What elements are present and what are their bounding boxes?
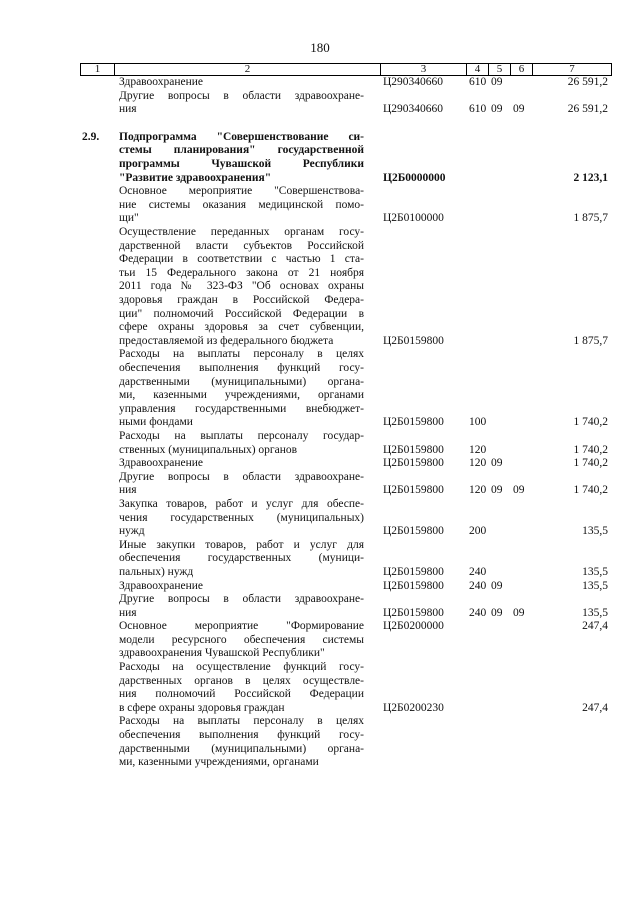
description-line: Осуществление переданных органам госу- [119, 225, 364, 238]
target-article-code: Ц2Б0159800 [383, 457, 444, 470]
target-article-code: Ц2Б0100000 [383, 212, 444, 225]
target-article-code: Ц2Б0159800 [383, 606, 444, 619]
description-line: 2011 года № 323-ФЗ "Об основах охраны [119, 280, 364, 293]
table-row [0, 661, 640, 715]
table-row [0, 90, 640, 117]
section-code: 09 [491, 76, 503, 88]
header-col-2: 2 [115, 64, 381, 75]
table-row [0, 76, 640, 90]
table-row [0, 620, 640, 661]
expense-type: 610 [469, 103, 487, 116]
target-article-code: Ц2Б0159800 [383, 334, 444, 347]
row-description [119, 593, 364, 620]
target-article-code: Ц2Б0159800 [383, 484, 444, 497]
row-description [119, 661, 364, 715]
description-line: щи" [119, 212, 139, 225]
section-code: 09 [491, 457, 503, 470]
target-article-code: Ц290340660 [383, 103, 444, 116]
row-description [119, 457, 364, 471]
description-line: Основное мероприятие "Совершенствова- [119, 185, 364, 198]
row-description [119, 131, 364, 185]
expense-type: 120 [469, 484, 487, 497]
budget-table-body [0, 76, 640, 770]
description-line: Расходы на осуществление функций госу- [119, 661, 364, 674]
row-number: 2.9. [82, 130, 100, 143]
description-line: здоровья граждан в Российской Федера- [119, 293, 364, 306]
amount: 247,4 [582, 701, 608, 714]
description-line: здравоохранения Чувашской Республики" [119, 647, 325, 660]
table-row [0, 226, 640, 348]
table-row [0, 457, 640, 471]
description-line: ми, казенными учреждениями, органами [119, 389, 364, 402]
description-line: дарственными (муниципальными) органа- [119, 375, 364, 388]
description-line: Здравоохранение [119, 76, 204, 88]
description-line: обеспечения выполнения функций госу- [119, 729, 364, 742]
description-line: Основное мероприятие "Формирование [119, 620, 364, 633]
section-code: 09 [491, 484, 503, 497]
row-description [119, 185, 364, 226]
row-description [119, 226, 364, 348]
row-description [119, 580, 364, 594]
description-line: Иные закупки товаров, работ и услуг для [119, 538, 364, 551]
row-description [119, 539, 364, 580]
table-row [0, 580, 640, 594]
header-col-5: 5 [489, 64, 511, 75]
amount: 135,5 [582, 606, 608, 619]
expense-type: 240 [469, 606, 487, 619]
description-line: Другие вопросы в области здравоохране- [119, 593, 364, 606]
description-line: Здравоохранение [119, 579, 204, 592]
description-line: Расходы на выплаты персоналу в целях [119, 348, 364, 361]
table-row [0, 185, 640, 226]
description-line: обеспечения выполнения функций госу- [119, 361, 364, 374]
description-line: пальных) нужд [119, 565, 194, 578]
target-article-code: Ц2Б0159800 [383, 565, 444, 578]
description-line: Закупка товаров, работ и услуг для обеспе- [119, 497, 364, 510]
target-article-code: Ц290340660 [383, 76, 444, 88]
description-line: стемы планирования" государственной [119, 144, 364, 157]
description-line: ции" полномочий Российской Федерации в [119, 307, 364, 320]
description-line: в сфере охраны здоровья граждан [119, 701, 285, 714]
row-description [119, 76, 364, 90]
description-line: управления государственными внебюджет- [119, 402, 364, 415]
amount: 135,5 [582, 579, 608, 592]
amount: 1 740,2 [573, 457, 608, 470]
amount: 1 740,2 [573, 443, 608, 456]
description-line: ния полномочий Российской Федерации [119, 688, 364, 701]
description-line: "Развитие здравоохранения" [119, 171, 272, 184]
description-line: Здравоохранение [119, 457, 204, 470]
table-row [0, 715, 640, 769]
expense-type: 240 [469, 565, 487, 578]
row-description [119, 430, 364, 457]
section-code: 09 [491, 606, 503, 619]
table-row [0, 131, 640, 185]
target-article-code: Ц2Б0159800 [383, 579, 444, 592]
amount: 1 875,7 [573, 334, 608, 347]
description-line: тьи 15 Федерального закона от 21 ноября [119, 266, 364, 279]
row-description [119, 620, 364, 661]
table-row [0, 471, 640, 498]
description-line: дарственной власти субъектов Российской [119, 239, 364, 252]
description-line: дарственными (муниципальными) органа- [119, 742, 364, 755]
table-header [80, 63, 612, 76]
row-description [119, 90, 364, 117]
row-description [119, 471, 364, 498]
description-line: дарственных органов в целях осуществле- [119, 674, 364, 687]
description-line: Другие вопросы в области здравоохране- [119, 470, 364, 483]
header-col-3: 3 [381, 64, 467, 75]
description-line: Расходы на выплаты персоналу государ- [119, 429, 364, 442]
page-number: 180 [310, 40, 330, 55]
header-col-1: 1 [81, 64, 115, 75]
description-line: ми, казенными учреждениями, органами [119, 756, 319, 769]
description-line: ния [119, 606, 137, 619]
amount: 1 740,2 [573, 484, 608, 497]
row-description [119, 498, 364, 539]
expense-type: 240 [469, 579, 487, 592]
header-col-4: 4 [467, 64, 489, 75]
amount: 26 591,2 [567, 103, 608, 116]
target-article-code: Ц2Б0159800 [383, 443, 444, 456]
target-article-code: Ц2Б0159800 [383, 416, 444, 429]
row-description [119, 715, 364, 769]
row-description [119, 348, 364, 430]
description-line: Федерации в соответствии с частью 1 ста- [119, 253, 364, 266]
amount: 1 875,7 [573, 212, 608, 225]
description-line: ными фондами [119, 416, 193, 429]
description-line: ния [119, 484, 137, 497]
table-row [0, 593, 640, 620]
description-line: ния [119, 103, 137, 116]
table-row [0, 348, 640, 430]
description-line: нужд [119, 525, 145, 538]
subsection-code: 09 [513, 484, 525, 497]
description-line: модели ресурсного обеспечения системы [119, 633, 364, 646]
target-article-code: Ц2Б0159800 [383, 525, 444, 538]
description-line: сфере охраны здоровья за счет субвенции, [119, 321, 364, 334]
expense-type: 120 [469, 443, 487, 456]
header-col-7: 7 [569, 63, 575, 75]
subsection-code: 09 [513, 606, 525, 619]
description-line: Подпрограмма "Совершенствование си- [119, 130, 364, 143]
description-line: предоставляемой из федерального бюджета [119, 334, 334, 347]
amount: 135,5 [582, 525, 608, 538]
expense-type: 200 [469, 525, 487, 538]
description-line: Расходы на выплаты персоналу в целях [119, 715, 364, 728]
description-line: программы Чувашской Республики [119, 157, 364, 170]
amount: 135,5 [582, 565, 608, 578]
table-row [0, 539, 640, 580]
section-code: 09 [491, 103, 503, 116]
target-article-code: Ц2Б0000000 [383, 171, 446, 184]
description-line: обеспечения государственных (муници- [119, 552, 364, 565]
amount: 247,4 [582, 620, 608, 633]
expense-type: 100 [469, 416, 487, 429]
target-article-code: Ц2Б0200230 [383, 701, 444, 714]
expense-type: 120 [469, 457, 487, 470]
amount: 2 123,1 [573, 171, 608, 184]
header-col-6: 6 [511, 64, 533, 75]
description-line: ние системы оказания медицинской помо- [119, 198, 364, 211]
section-code: 09 [491, 579, 503, 592]
subsection-code: 09 [513, 103, 525, 116]
target-article-code: Ц2Б0200000 [383, 620, 444, 633]
table-row [0, 430, 640, 457]
expense-type: 610 [469, 76, 487, 88]
description-line: ственных (муниципальных) органов [119, 443, 298, 456]
amount: 1 740,2 [573, 416, 608, 429]
amount: 26 591,2 [567, 76, 608, 88]
description-line: чения государственных (муниципальных) [119, 511, 364, 524]
table-row [0, 498, 640, 539]
description-line: Другие вопросы в области здравоохране- [119, 89, 364, 102]
